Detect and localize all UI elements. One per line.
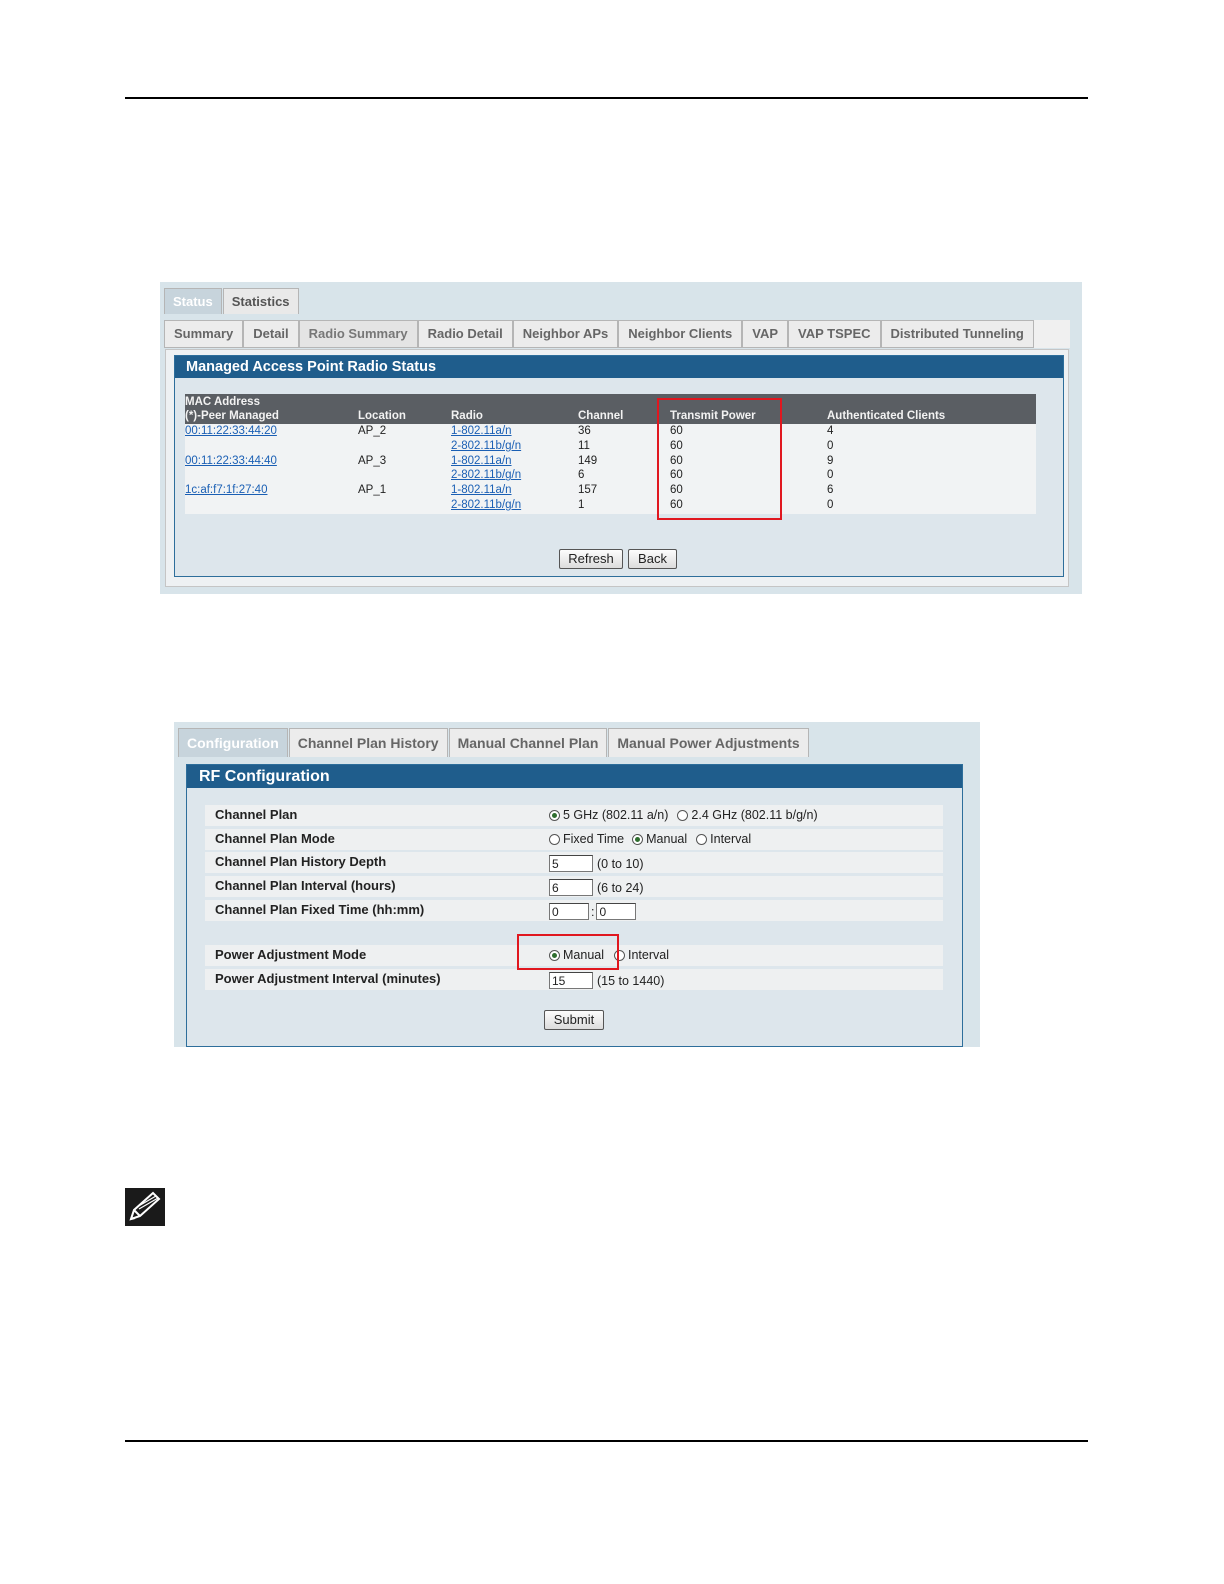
radio-mode-manual-label: Manual	[646, 832, 688, 846]
power-interval-label: Power Adjustment Interval (minutes)	[215, 971, 441, 986]
row-fixed-time	[205, 900, 943, 921]
radio-power-manual-label: Manual	[563, 948, 604, 962]
radio-mode-manual[interactable]	[632, 834, 643, 845]
radio-status-table	[185, 394, 1036, 514]
table-row	[185, 425, 1036, 440]
fixed-time-label: Channel Plan Fixed Time (hh:mm)	[215, 902, 425, 917]
history-depth-label: Channel Plan History Depth	[215, 854, 387, 869]
power-interval-input[interactable]: 15	[549, 972, 593, 989]
tab-manual-power-adjustments[interactable]: Manual Power Adjustments	[608, 728, 808, 757]
radio-2-4ghz-label: 2.4 GHz (802.11 b/g/n)	[691, 808, 818, 822]
transmit-power-highlight	[657, 398, 782, 520]
channel-plan-label: Channel Plan	[215, 807, 298, 822]
tab-manual-channel-plan[interactable]: Manual Channel Plan	[449, 728, 608, 757]
subtab-neighbor-aps[interactable]: Neighbor APs	[513, 320, 618, 348]
config-tabs	[178, 728, 810, 757]
interval-hours-value	[549, 879, 644, 896]
tab-statistics[interactable]: Statistics	[223, 288, 299, 314]
table-header	[185, 394, 1036, 424]
radio-5ghz-label: 5 GHz (802.11 a/n)	[563, 808, 669, 822]
col-mac-line2: (*)-Peer Managed	[185, 410, 279, 422]
channel-cell: 6	[578, 469, 585, 482]
channel-plan-options	[549, 808, 818, 822]
power-interval-hint: (15 to 1440)	[597, 973, 665, 988]
mac-address-link[interactable]: 00:11:22:33:44:40	[185, 454, 277, 467]
radio-2-4ghz[interactable]	[677, 810, 688, 821]
location-cell: AP_1	[358, 484, 387, 497]
channel-plan-mode-label: Channel Plan Mode	[215, 831, 335, 846]
subtab-vap[interactable]: VAP	[742, 320, 788, 348]
fixed-time-separator: :	[591, 904, 595, 919]
radio-status-panel	[165, 349, 1069, 587]
top-tabs	[164, 288, 300, 314]
power-mode-label: Power Adjustment Mode	[215, 947, 367, 962]
table-row	[185, 484, 1036, 499]
panel-title: RF Configuration	[187, 765, 962, 788]
fixed-time-minutes-input[interactable]: 0	[596, 903, 636, 920]
history-depth-value	[549, 855, 644, 872]
radio-link[interactable]: 1-802.11a/n	[451, 484, 512, 497]
row-channel-plan-mode	[205, 829, 943, 850]
table-row	[185, 499, 1036, 514]
authenticated-clients-cell: 0	[827, 439, 834, 452]
fixed-time-value	[549, 903, 636, 920]
transmit-power-cell: 60	[670, 469, 683, 482]
radio-mode-interval[interactable]	[696, 834, 707, 845]
transmit-power-cell: 60	[670, 425, 683, 437]
col-location: Location	[358, 410, 406, 422]
tab-configuration[interactable]: Configuration	[178, 728, 288, 757]
table-row	[185, 455, 1036, 470]
location-cell: AP_3	[358, 454, 387, 467]
radio-power-interval-label: Interval	[628, 948, 669, 962]
note-pencil-icon	[125, 1188, 165, 1226]
radio-link[interactable]: 2-802.11b/g/n	[451, 439, 522, 452]
radio-fixed-time-label: Fixed Time	[563, 832, 625, 846]
mac-address-link[interactable]: 1c:af:f7:1f:27:40	[185, 484, 268, 497]
radio-fixed-time[interactable]	[549, 834, 560, 845]
table-row	[185, 469, 1036, 484]
fixed-time-hours-input[interactable]: 0	[549, 903, 589, 920]
channel-cell: 36	[578, 425, 591, 437]
row-power-interval	[205, 969, 943, 990]
row-history-depth	[205, 852, 943, 873]
channel-cell: 11	[578, 439, 590, 452]
tab-channel-plan-history[interactable]: Channel Plan History	[289, 728, 448, 757]
interval-hours-input[interactable]: 6	[549, 879, 593, 896]
subtab-vap-tspec[interactable]: VAP TSPEC	[788, 320, 880, 348]
transmit-power-cell: 60	[670, 439, 683, 452]
history-depth-input[interactable]: 5	[549, 855, 593, 872]
row-channel-plan	[205, 805, 943, 826]
col-transmit-power: Transmit Power	[670, 410, 756, 422]
transmit-power-cell: 60	[670, 454, 683, 467]
mac-address-link[interactable]: 00:11:22:33:44:20	[185, 425, 277, 437]
rf-config-panel	[186, 764, 963, 1047]
subtab-distributed-tunneling[interactable]: Distributed Tunneling	[881, 320, 1034, 348]
sub-tabs	[164, 320, 1070, 348]
channel-cell: 157	[578, 484, 598, 497]
channel-plan-mode-options	[549, 832, 751, 846]
row-interval-hours	[205, 876, 943, 897]
header-rule	[125, 97, 1088, 99]
authenticated-clients-cell: 4	[827, 425, 834, 437]
radio-link[interactable]: 1-802.11a/n	[451, 454, 512, 467]
radio-link[interactable]: 1-802.11a/n	[451, 425, 512, 437]
authenticated-clients-cell: 0	[827, 469, 834, 482]
radio-5ghz[interactable]	[549, 810, 560, 821]
rf-configuration-screenshot	[174, 722, 980, 1047]
subtab-radio-summary[interactable]: Radio Summary	[299, 320, 418, 348]
subtab-neighbor-clients[interactable]: Neighbor Clients	[618, 320, 742, 348]
authenticated-clients-cell: 0	[827, 499, 834, 511]
col-mac-line1: MAC Address	[185, 396, 260, 408]
radio-link[interactable]: 2-802.11b/g/n	[451, 499, 522, 511]
authenticated-clients-cell: 9	[827, 454, 834, 467]
radio-mode-interval-label: Interval	[710, 832, 752, 846]
subtab-detail[interactable]: Detail	[243, 320, 298, 348]
submit-button[interactable]: Submit	[544, 1010, 604, 1030]
interval-hours-hint: (6 to 24)	[597, 880, 644, 895]
transmit-power-cell: 60	[670, 484, 683, 497]
authenticated-clients-cell: 6	[827, 484, 834, 497]
interval-hours-label: Channel Plan Interval (hours)	[215, 878, 396, 893]
col-radio: Radio	[451, 410, 483, 422]
col-authenticated-clients: Authenticated Clients	[827, 410, 946, 422]
location-cell: AP_2	[358, 425, 387, 437]
channel-cell: 1	[578, 499, 585, 511]
subtab-summary[interactable]: Summary	[164, 320, 243, 348]
power-mode-highlight	[517, 934, 619, 970]
table-row	[185, 440, 1036, 455]
panel-title: Managed Access Point Radio Status	[175, 356, 1063, 378]
radio-link[interactable]: 2-802.11b/g/n	[451, 469, 522, 482]
transmit-power-cell: 60	[670, 499, 683, 511]
subtab-radio-detail[interactable]: Radio Detail	[418, 320, 513, 348]
power-interval-value	[549, 972, 664, 989]
table-body	[185, 424, 1036, 514]
footer-rule	[125, 1440, 1088, 1442]
back-button[interactable]: Back	[628, 549, 677, 569]
channel-cell: 149	[578, 454, 598, 467]
refresh-button[interactable]: Refresh	[559, 549, 623, 569]
col-channel: Channel	[578, 410, 624, 422]
tab-status[interactable]: Status	[164, 288, 222, 314]
radio-status-screenshot	[160, 282, 1082, 594]
history-depth-hint: (0 to 10)	[597, 856, 644, 871]
